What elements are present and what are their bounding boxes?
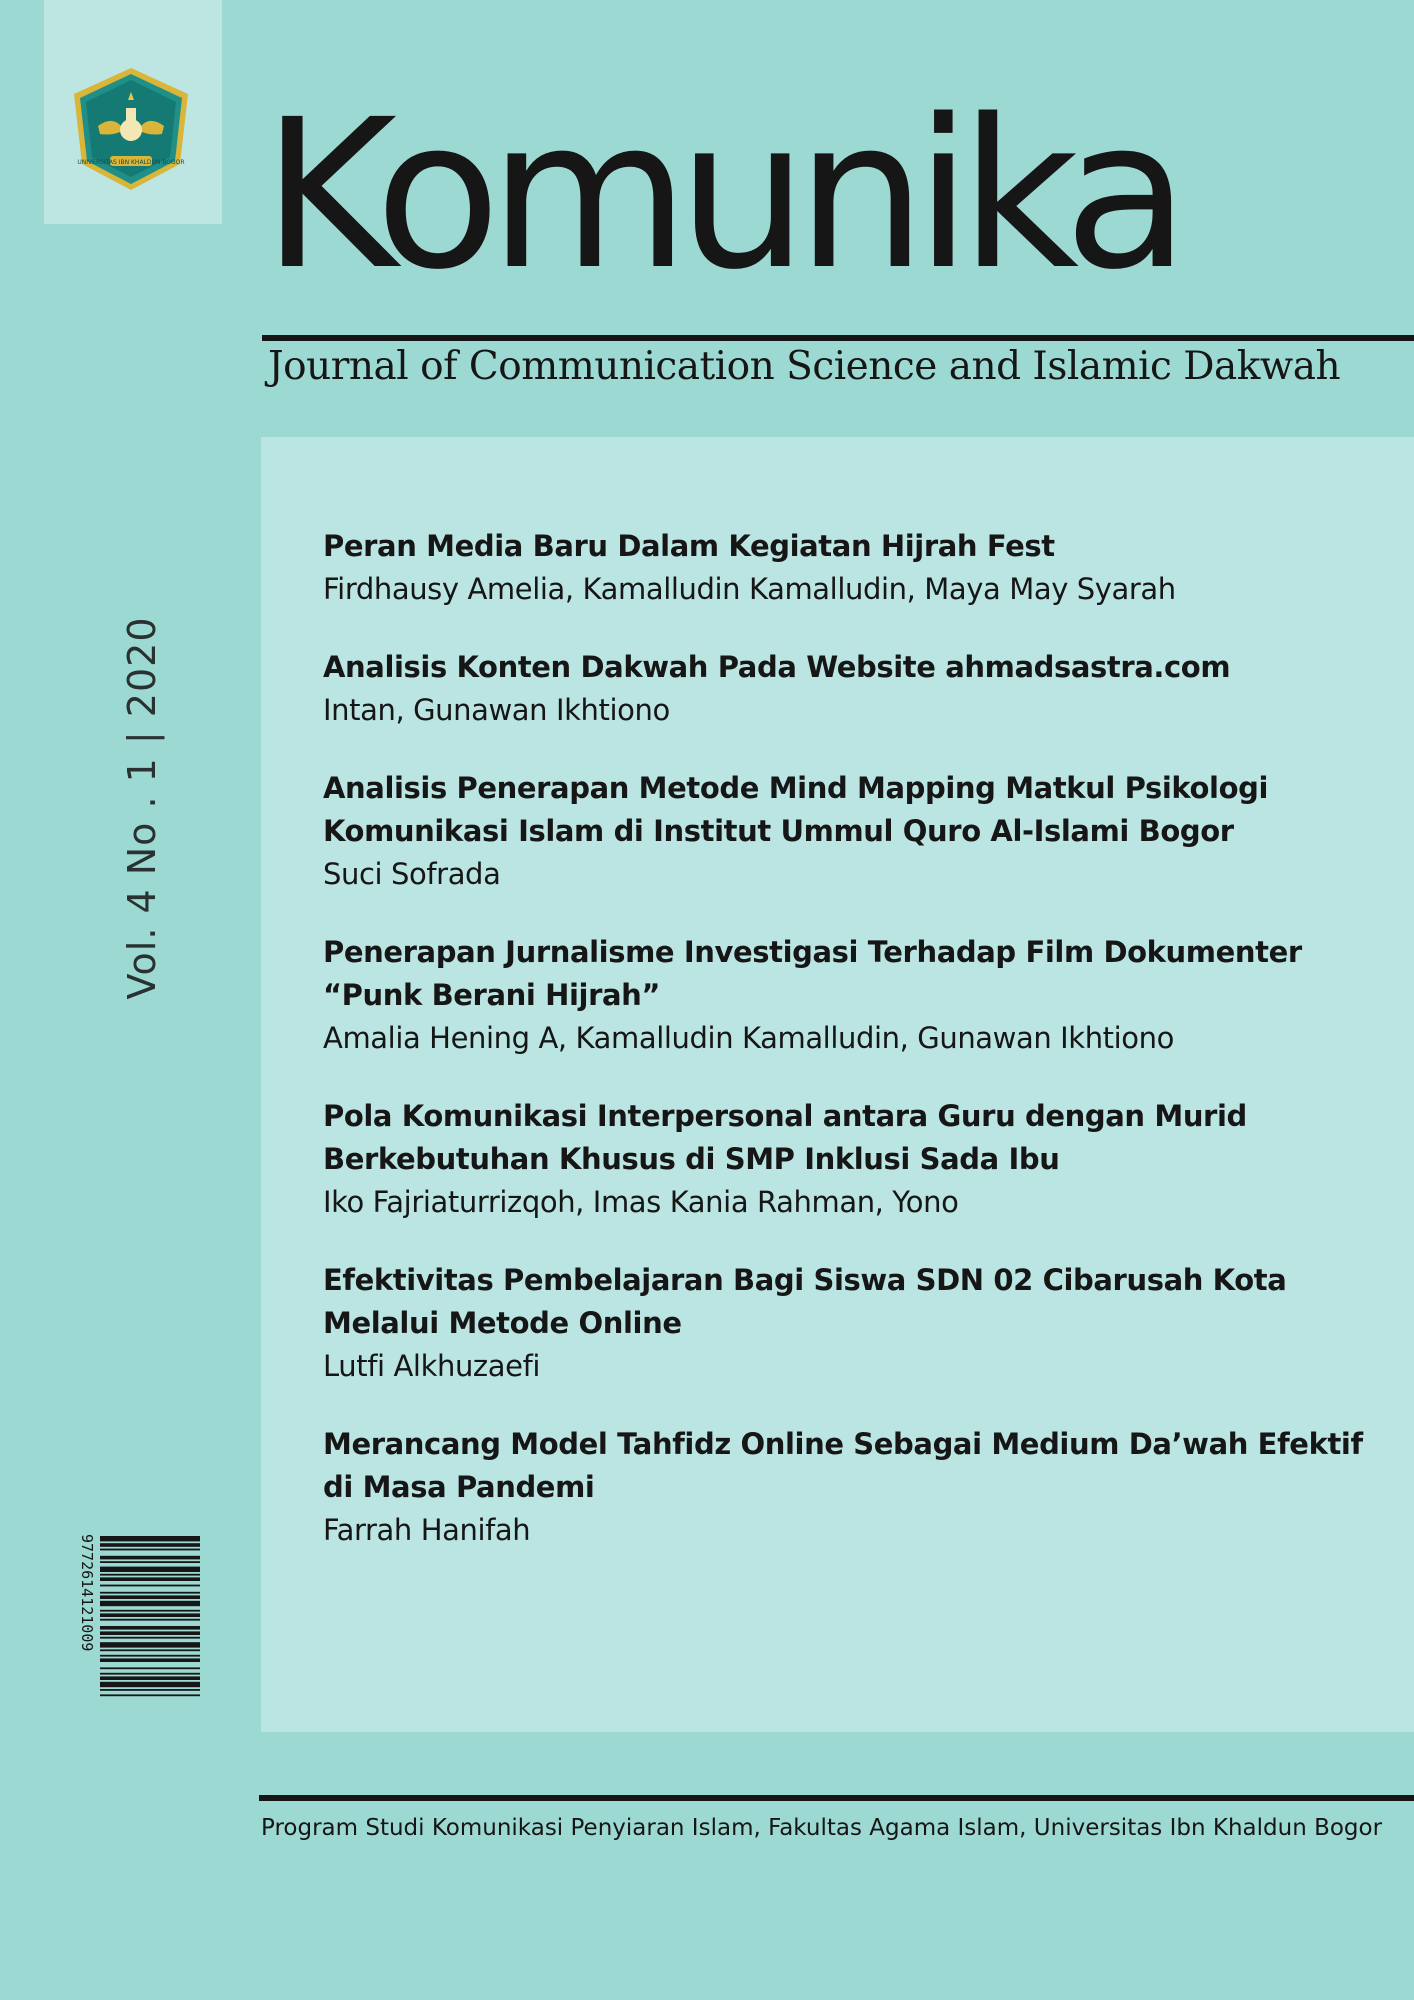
- barcode: [76, 1532, 204, 1736]
- article-item: [323, 1259, 1383, 1388]
- article-title: Peran Media Baru Dalam Kegiatan Hijrah Fest: [323, 529, 1055, 563]
- barcode-bar: [100, 1601, 200, 1606]
- article-item: [323, 646, 1383, 732]
- article-list: [323, 525, 1383, 1587]
- journal-masthead: Komunika: [262, 75, 1178, 315]
- masthead-rule: [262, 335, 1414, 341]
- article-title: Analisis Penerapan Metode Mind Mapping Matkul Psikologi Komunikasi Islam di Institut Ummul Quro Al-Islami Bogor: [323, 771, 1268, 848]
- article-item: [323, 931, 1383, 1060]
- barcode-bar: [100, 1574, 200, 1576]
- barcode-bar: [100, 1577, 200, 1581]
- volume-issue-label: Vol. 4 No . 1 | 2020: [120, 616, 164, 1000]
- barcode-bar: [100, 1676, 200, 1680]
- article-item: [323, 767, 1383, 896]
- barcode-bar: [100, 1649, 200, 1651]
- barcode-bar: [100, 1592, 200, 1594]
- barcode-bar: [100, 1585, 200, 1587]
- article-title: Penerapan Jurnalisme Investigasi Terhadap Film Dokumenter “Punk Berani Hijrah”: [323, 935, 1302, 1012]
- footer-affiliation: Program Studi Komunikasi Penyiaran Islam, Fakultas Agama Islam, Universitas Ibn Khaldun Bogor: [261, 1815, 1383, 1841]
- article-authors: Intan, Gunawan Ikhtiono: [323, 693, 670, 727]
- barcode-bar: [100, 1619, 200, 1621]
- barcode-bar: [100, 1637, 200, 1639]
- article-authors: Farrah Hanifah: [323, 1513, 531, 1547]
- barcode-bar: [100, 1549, 200, 1551]
- barcode-bar: [100, 1610, 200, 1612]
- logo-box: [44, 0, 222, 224]
- article-item: [323, 1095, 1383, 1224]
- footer-rule: [259, 1795, 1414, 1801]
- article-item: [323, 1423, 1383, 1552]
- barcode-bar: [100, 1595, 200, 1599]
- barcode-bar: [100, 1613, 200, 1617]
- article-authors: Amalia Hening A, Kamalludin Kamalludin, Gunawan Ikhtiono: [323, 1021, 1174, 1055]
- barcode-bar: [100, 1543, 200, 1547]
- barcode-bar: [100, 1642, 200, 1647]
- barcode-bar: [100, 1631, 200, 1635]
- article-item: [323, 525, 1383, 611]
- article-title: Merancang Model Tahfidz Online Sebagai Medium Da’wah Efektif di Masa Pandemi: [323, 1427, 1363, 1504]
- article-authors: Iko Fajriaturrizqoh, Imas Kania Rahman, Yono: [323, 1185, 959, 1219]
- barcode-bar: [100, 1561, 200, 1563]
- barcode-bar: [100, 1567, 200, 1572]
- barcode-bar: [100, 1694, 200, 1696]
- article-title: Pola Komunikasi Interpersonal antara Guru dengan Murid Berkebutuhan Khusus di SMP Inklusi Sada Ibu: [323, 1099, 1247, 1176]
- barcode-bar: [100, 1658, 200, 1662]
- barcode-bar: [100, 1667, 200, 1669]
- article-authors: Suci Sofrada: [323, 857, 501, 891]
- university-seal-logo: [68, 64, 194, 194]
- article-title: Efektivitas Pembelajaran Bagi Siswa SDN 02 Cibarusah Kota Melalui Metode Online: [323, 1263, 1287, 1340]
- barcode-bar: [100, 1682, 200, 1687]
- article-authors: Lutfi Alkhuzaefi: [323, 1349, 541, 1383]
- barcode-bars: [100, 1536, 200, 1696]
- barcode-bar: [100, 1536, 200, 1541]
- barcode-bar: [100, 1689, 200, 1691]
- barcode-bar: [100, 1626, 200, 1630]
- barcode-bar: [100, 1655, 200, 1657]
- article-authors: Firdhausy Amelia, Kamalludin Kamalludin, Maya May Syarah: [323, 572, 1176, 606]
- article-title: Analisis Konten Dakwah Pada Website ahmadsastra.com: [323, 650, 1231, 684]
- logo-caption: UNIVERSITAS IBN KHALDUN BOGOR: [77, 159, 185, 166]
- barcode-number: 9772614121009: [78, 1534, 96, 1652]
- barcode-bar: [100, 1556, 200, 1560]
- barcode-bar: [100, 1673, 200, 1675]
- journal-subtitle: Journal of Communication Science and Islamic Dakwah: [268, 344, 1341, 389]
